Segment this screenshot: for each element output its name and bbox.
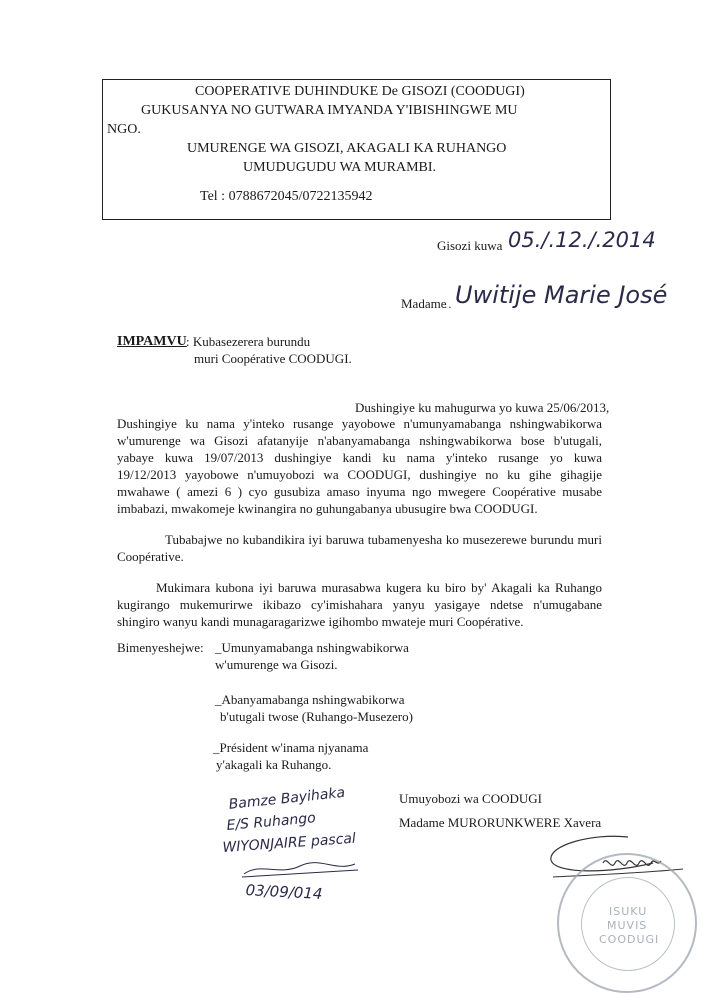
letterhead-phone: Tel : 0788672045/0722135942 — [200, 189, 373, 204]
letterhead-line-5: UMUDUGUDU WA MURAMBI. — [243, 160, 437, 175]
cooperative-stamp — [557, 853, 697, 993]
letterhead-line-2: GUKUSANYA NO GUTWARA IMYANDA Y'IBISHINGWE MU — [141, 103, 518, 118]
signatory-name: Madame MURORUNKWERE Xavera — [399, 815, 602, 830]
body-p2-line-1: Tubabajwe no kubandikira iyi baruwa tubamenyesha ko musezerewe burundu muri — [165, 532, 602, 547]
body-p3-line-3: shingiro wanyu kandi munagaragarizwe igihombo mwateje muri Coopérative. — [117, 614, 524, 629]
letterhead-line-1: COOPERATIVE DUHINDUKE De GISOZI (COODUGI) — [195, 84, 525, 99]
body-p1-line-5: 19/12/2013 yayobowe n'umuyobozi wa COODUGI, dushingiye no ku gihe gihagije — [117, 467, 602, 482]
stamp-text-2: MUVIS — [607, 919, 648, 932]
date-handwritten: 05./.12./.2014 — [508, 228, 656, 252]
receipt-line-1: Bamze Bayihaka — [228, 784, 346, 813]
letterhead-box — [102, 79, 611, 220]
receipt-signature-scribble — [240, 858, 360, 880]
body-p1-line-7: imbabazi, mwakomeje kwinangira no guhungabanya ubusugire bwa COODUGI. — [117, 501, 538, 516]
subject-line-1: : Kubasezerera burundu — [186, 334, 311, 349]
addressee-handwritten: Uwitije Marie José — [455, 281, 668, 309]
stamp-text-1: ISUKU — [609, 905, 648, 918]
subject-label: IMPAMVU — [117, 334, 187, 349]
cc-item-1-line-1: _Umunyamabanga nshingwabikorwa — [215, 640, 409, 655]
body-p3-line-1: Mukimara kubona iyi baruwa murasabwa kugera ku biro by' Akagali ka Ruhango — [156, 580, 602, 595]
receipt-line-3: WIYONJAIRE pascal — [222, 830, 357, 856]
addressee-dots: .. — [444, 296, 453, 311]
body-p2-line-2: Coopérative. — [117, 549, 184, 564]
cc-item-2-line-1: _Abanyamabanga nshingwabikorwa — [215, 692, 405, 707]
letterhead-line-3: NGO. — [107, 122, 141, 137]
cc-item-1-line-2: w'umurenge wa Gisozi. — [215, 657, 338, 672]
addressee-label: Madame — [401, 296, 447, 311]
body-p1-line-2: Dushingiye ku nama y'inteko rusange yayobowe n'umunyamabanga nshingwabikorwa — [117, 416, 602, 431]
subject-line-2: muri Coopérative COODUGI. — [194, 351, 352, 366]
body-p1-line-4: yabaye kuwa 19/07/2013 dushingiye kandi ku nama y'inteko rusange yo kuwa — [117, 450, 602, 465]
date-label: Gisozi kuwa — [437, 238, 503, 253]
signatory-title: Umuyobozi wa COODUGI — [399, 791, 542, 806]
cc-label: Bimenyeshejwe: — [117, 640, 204, 655]
body-p1-line-6: mwahawe ( amezi 6 ) cyo gusubiza amaso inyuma ngo mwegere Coopérative musabe — [117, 484, 602, 499]
receipt-date: 03/09/014 — [245, 881, 323, 904]
body-p1-line-1: Dushingiye ku mahugurwa yo kuwa 25/06/2013, — [355, 400, 610, 415]
stamp-text-3: COODUGI — [599, 933, 660, 946]
cc-item-3-line-2: y'akagali ka Ruhango. — [216, 757, 332, 772]
cc-item-2-line-2: b'utugali twose (Ruhango-Musezero) — [220, 709, 413, 724]
body-p3-line-2: kugirango mukemurirwe ikibazo cy'imishahara yanyu yasigaye ndetse n'umugabane — [117, 597, 602, 612]
body-p1-line-3: w'umurenge wa Gisozi afatanyije n'abanyamabanga nshingwabikorwa bose b'utugali, — [117, 433, 602, 448]
receipt-line-2: E/S Ruhango — [226, 810, 317, 834]
letterhead-line-4: UMURENGE WA GISOZI, AKAGALI KA RUHANGO — [187, 141, 507, 156]
cc-item-3-line-1: _Président w'inama njyanama — [213, 740, 369, 755]
